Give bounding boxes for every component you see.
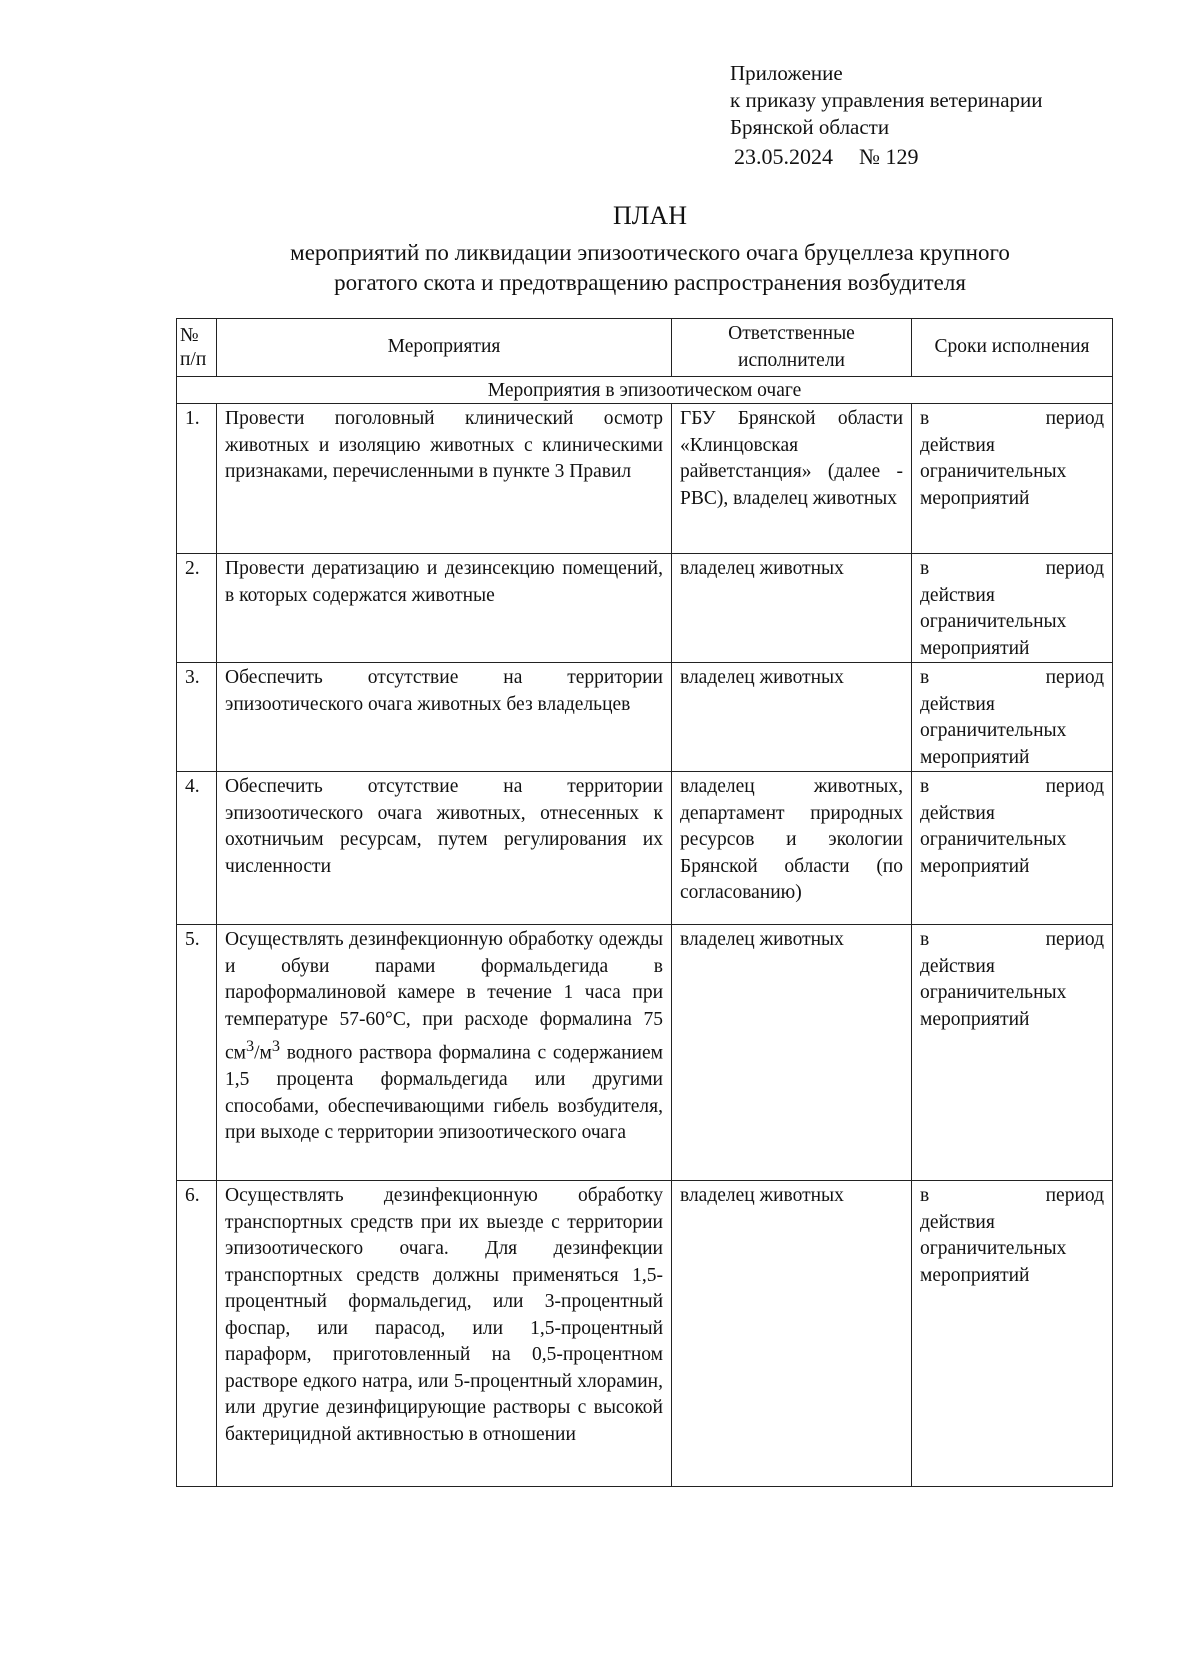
row-responsible: владелец животных	[672, 554, 912, 663]
row-term	[912, 554, 1113, 663]
term-word-b: период	[1045, 776, 1104, 797]
term-rest: действия ограничительных мероприятий	[920, 802, 1067, 877]
term-rest: действия ограничительных мероприятий	[920, 1211, 1067, 1286]
activity-sup-1: 3	[246, 1037, 255, 1055]
term-word-a: в	[920, 776, 930, 797]
term-rest: действия ограничительных мероприятий	[920, 693, 1067, 768]
title-subtitle-line-1: мероприятий по ликвидации эпизоотического очага бруцеллеза крупного	[290, 240, 1010, 265]
header-responsible: Ответственные исполнители	[672, 319, 912, 377]
document-title	[160, 200, 1140, 298]
row-responsible: владелец животных	[672, 663, 912, 772]
title-subtitle-line-2: рогатого скота и предотвращению распространения возбудителя	[334, 270, 966, 295]
appendix-line-3: Брянской области	[730, 115, 890, 139]
section-row	[177, 377, 1113, 404]
activity-text-b: /м	[254, 1042, 272, 1064]
term-word-b: период	[1045, 929, 1104, 950]
row-num: 6.	[177, 1181, 217, 1487]
table-row	[177, 772, 1113, 925]
title-subtitle	[160, 238, 1140, 298]
header-num: № п/п	[177, 319, 217, 377]
row-num: 4.	[177, 772, 217, 925]
activity-text-a: Осуществлять дезинфекционную обработку одежды и обуви парами формальдегида в пароформалиновой камере в течение 1 часа при температуре 57-60°С, при расходе формалина 75 см	[225, 929, 663, 1064]
row-num: 3.	[177, 663, 217, 772]
appendix-line-1: Приложение	[730, 61, 843, 85]
row-num: 5.	[177, 925, 217, 1181]
table-row	[177, 1181, 1113, 1487]
appendix-block	[730, 60, 1150, 170]
header-activity: Мероприятия	[217, 319, 672, 377]
term-rest: действия ограничительных мероприятий	[920, 434, 1067, 509]
row-term	[912, 663, 1113, 772]
term-word-a: в	[920, 558, 930, 579]
table-row	[177, 404, 1113, 554]
plan-table	[176, 318, 1113, 1487]
header-terms: Сроки исполнения	[912, 319, 1113, 377]
table-row	[177, 554, 1113, 663]
term-rest: действия ограничительных мероприятий	[920, 955, 1067, 1030]
appendix-line-2: к приказу управления ветеринарии	[730, 88, 1043, 112]
row-responsible: владелец животных	[672, 925, 912, 1181]
term-word-b: период	[1045, 1185, 1104, 1206]
row-term	[912, 772, 1113, 925]
term-word-b: период	[1045, 667, 1104, 688]
row-activity: Провести поголовный клинический осмотр животных и изоляцию животных с клиническими признаками, перечисленными в пункте 3 Правил	[217, 404, 672, 554]
order-date: 23.05.2024	[734, 144, 833, 169]
activity-text-c: водного раствора формалина с содержанием 1,5 процента формальдегида или другими способами, обеспечивающими гибель возбудителя, при выходе с территории эпизоотического очага	[225, 1042, 663, 1143]
table-header-row	[177, 319, 1113, 377]
term-word-a: в	[920, 1185, 930, 1206]
row-num: 1.	[177, 404, 217, 554]
row-activity: Провести дератизацию и дезинсекцию помещений, в которых содержатся животные	[217, 554, 672, 663]
row-activity: Обеспечить отсутствие на территории эпизоотического очага животных без владельцев	[217, 663, 672, 772]
row-term	[912, 404, 1113, 554]
title-main: ПЛАН	[613, 201, 687, 230]
activity-sup-2: 3	[271, 1037, 281, 1055]
row-num: 2.	[177, 554, 217, 663]
term-word-a: в	[920, 667, 930, 688]
row-activity	[217, 925, 672, 1181]
table-row	[177, 925, 1113, 1181]
term-rest: действия ограничительных мероприятий	[920, 584, 1067, 659]
row-activity: Осуществлять дезинфекционную обработку транспортных средств при их выезде с территории эпизоотического очага. Для дезинфекции транспортных средств должны применяться 1,5-процентный формальдегид, или 3-процентный фоспар, или парасод, или 1,5-процентный параформ, приготовленный на 0,5-процентном растворе едкого натра, или 5-процентный хлорамин, или другие дезинфицирующие растворы с высокой бактерицидной активностью в отношении	[217, 1181, 672, 1487]
order-number: № 129	[859, 144, 919, 169]
appendix-date-number	[730, 143, 1150, 170]
row-term	[912, 1181, 1113, 1487]
section-title: Мероприятия в эпизоотическом очаге	[177, 377, 1113, 404]
table-row	[177, 663, 1113, 772]
term-word-b: период	[1045, 408, 1104, 429]
term-word-a: в	[920, 408, 930, 429]
term-word-a: в	[920, 929, 930, 950]
term-word-b: период	[1045, 558, 1104, 579]
row-activity: Обеспечить отсутствие на территории эпизоотического очага животных, отнесенных к охотничьим ресурсам, путем регулирования их численности	[217, 772, 672, 925]
row-term	[912, 925, 1113, 1181]
row-responsible: владелец животных, департамент природных ресурсов и экологии Брянской области (по согласованию)	[672, 772, 912, 925]
row-responsible: ГБУ Брянской области «Клинцовская райветстанция» (далее - РВС), владелец животных	[672, 404, 912, 554]
row-responsible: владелец животных	[672, 1181, 912, 1487]
